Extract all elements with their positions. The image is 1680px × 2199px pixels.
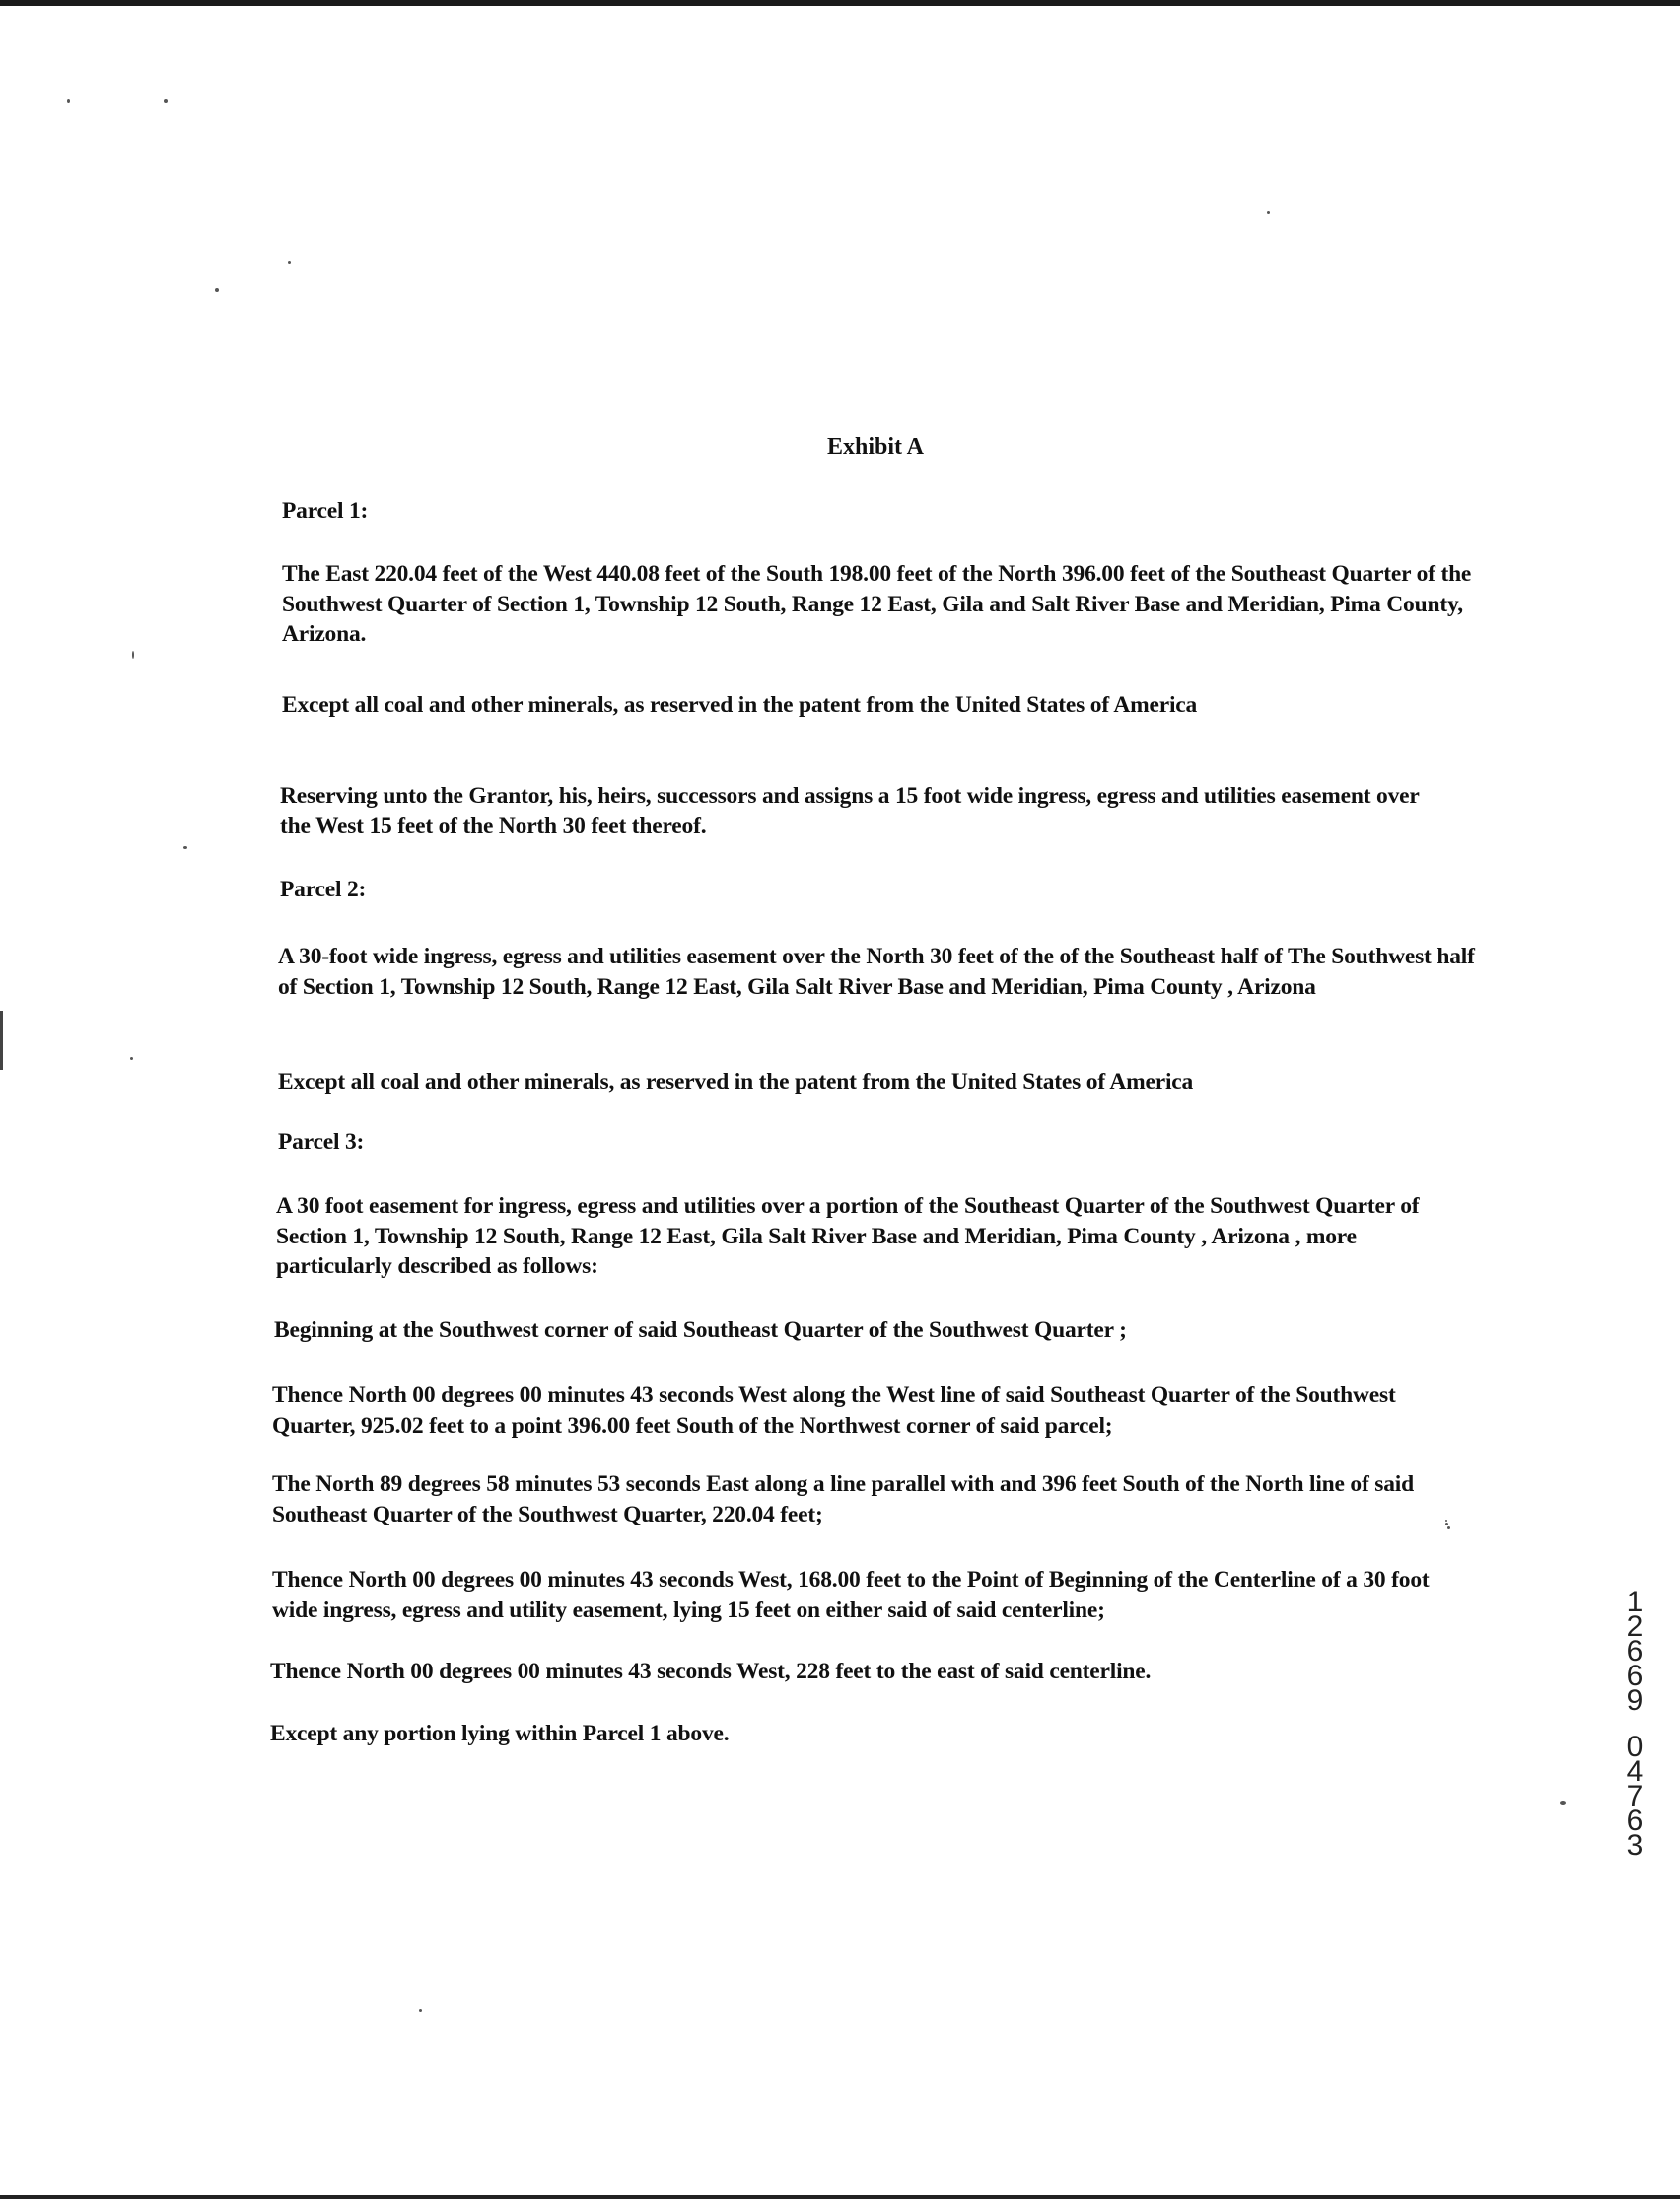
recording-stamp [1625,1586,1645,1862]
parcel-3-beginning: Beginning at the Southwest corner of said Southeast Quarter of the Southwest Quarter ; [274,1317,1127,1343]
scan-speck [1267,211,1270,214]
scan-speck [164,99,168,103]
parcel-3-course-1: Thence North 00 degrees 00 minutes 43 seconds West along the West line of said Southeast Quarter of the Southwest Quarter, 925.02 feet to a point 396.00 feet South of the Northwest corner of said parcel; [272,1383,1396,1439]
parcel-3-course-4: Thence North 00 degrees 00 minutes 43 seconds West, 228 feet to the east of said centerline. [270,1659,1152,1684]
parcel-1-description: The East 220.04 feet of the West 440.08 feet of the South 198.00 feet of the North 396.00 feet of the Southeast Quarter of the Southwest Quarter of Section 1, Township 12 South, Range 12 East, Gila and Salt River Base and Meridian, Pima County, Arizona. [282,561,1472,647]
scan-speck [67,99,70,103]
scan-bottom-edge [0,2195,1680,2199]
scan-top-edge [0,0,1680,6]
parcel-2-heading: Parcel 2: [280,877,367,902]
recording-page-number: 04763 [1626,1731,1644,1862]
parcel-3-course-3: Thence North 00 degrees 00 minutes 43 seconds West, 168.00 feet to the Point of Beginning of the Centerline of a 30 foot wide ingress, egress and utility easement, lying 15 feet on either said of said centerline; [272,1567,1430,1623]
scan-speck [215,288,219,292]
scan-speck [132,651,134,659]
parcel-3-description: A 30 foot easement for ingress, egress and utilities over a portion of the Southeast Quarter of the Southwest Quarter of Section 1, Township 12 South, Range 12 East, Gila Salt River Base and Meridian, Pima County , Arizona , more particularly described as follows: [276,1193,1420,1279]
scan-speck [183,846,187,849]
recording-book-number: 12669 [1626,1586,1644,1717]
parcel-3-course-2: The North 89 degrees 58 minutes 53 seconds East along a line parallel with and 396 feet South of the North line of said Southeast Quarter of the Southwest Quarter, 220.04 feet; [272,1471,1414,1527]
scan-speck [419,2009,422,2012]
parcel-1-heading: Parcel 1: [282,498,369,524]
scan-speck [130,1057,133,1060]
scan-speck [1560,1801,1566,1805]
parcel-2-description: A 30-foot wide ingress, egress and utilities easement over the North 30 feet of the of the Southeast half of The Southwest half of Section 1, Township 12 South, Range 12 East, Gila Salt River Base and Meridian, Pima County , Arizona [278,944,1475,1000]
parcel-2-exception: Except all coal and other minerals, as reserved in the patent from the United States of America [278,1069,1194,1095]
scan-left-edge-mark [0,1011,3,1070]
exhibit-title: Exhibit A [826,434,925,460]
scan-speck [288,261,291,264]
parcel-1-reservation: Reserving unto the Grantor, his, heirs, successors and assigns a 15 foot wide ingress, egress and utilities easement over the West 15 feet of the North 30 feet thereof. [280,783,1420,839]
parcel-3-heading: Parcel 3: [278,1129,365,1155]
parcel-3-exception: Except any portion lying within Parcel 1 above. [270,1721,730,1746]
parcel-1-exception: Except all coal and other minerals, as reserved in the patent from the United States of America [282,692,1198,718]
